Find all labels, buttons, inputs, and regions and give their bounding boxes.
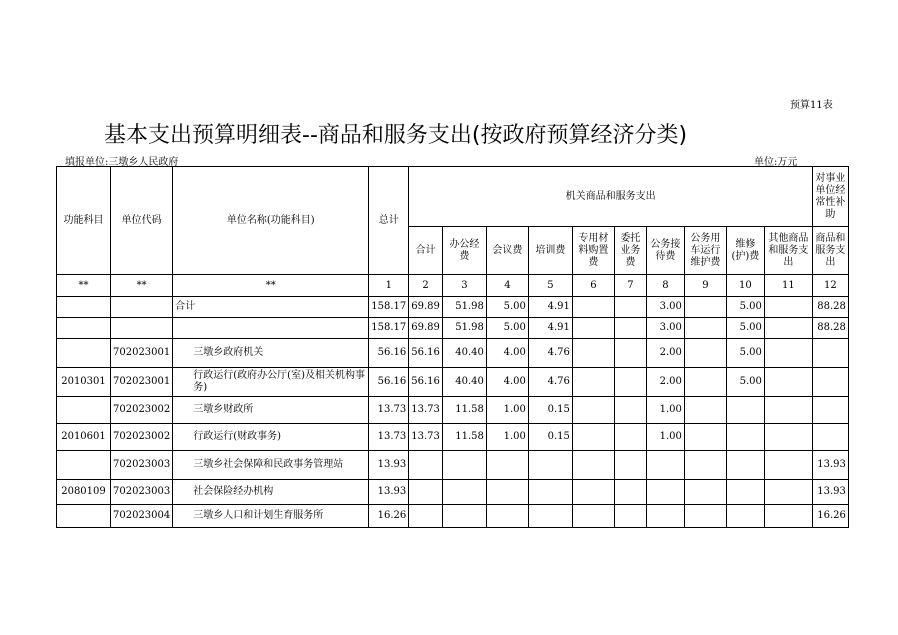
value-cell: 11.58	[442, 424, 486, 451]
unit-name-cell: 三墩乡政府机关	[173, 339, 369, 368]
value-cell	[572, 318, 614, 339]
value-cell	[528, 505, 572, 528]
value-cell	[572, 424, 614, 451]
value-cell	[572, 397, 614, 424]
unit-name-cell: 三墩乡社会保障和民政事务管理站	[173, 451, 369, 480]
value-cell	[528, 480, 572, 505]
value-cell: 4.00	[486, 368, 528, 397]
value-cell	[726, 451, 764, 480]
marker-cell: **	[173, 275, 369, 297]
column-number: 10	[726, 275, 764, 297]
unit-name-cell: 三墩乡财政所	[173, 397, 369, 424]
header-unit-code: 单位代码	[111, 167, 173, 275]
value-cell	[684, 505, 726, 528]
column-number: 12	[812, 275, 848, 297]
unit-name-cell: 行政运行(政府办公厅(室)及相关机构事务)	[173, 368, 369, 397]
value-cell: 5.00	[726, 339, 764, 368]
unit-code-cell: 702023001	[111, 368, 173, 397]
table-row	[57, 505, 849, 528]
func-subject-cell	[57, 451, 111, 480]
value-cell	[684, 480, 726, 505]
column-number: 7	[614, 275, 646, 297]
header-total: 总计	[369, 167, 409, 275]
unit-name-cell: 社会保险经办机构	[173, 480, 369, 505]
value-cell	[442, 505, 486, 528]
column-number: 3	[442, 275, 486, 297]
table-row	[57, 318, 849, 339]
header-group-subsidy: 对事业单位经常性补助	[812, 167, 848, 227]
value-cell	[646, 505, 684, 528]
value-cell	[684, 318, 726, 339]
value-cell: 51.98	[442, 318, 486, 339]
value-cell	[646, 451, 684, 480]
func-subject-cell	[57, 318, 111, 339]
value-cell: 0.15	[528, 397, 572, 424]
value-cell: 13.73	[369, 397, 409, 424]
value-cell	[528, 451, 572, 480]
unit-code-cell	[111, 318, 173, 339]
value-cell	[442, 451, 486, 480]
value-cell	[614, 480, 646, 505]
func-subject-cell: 2010301	[57, 368, 111, 397]
value-cell: 13.73	[409, 397, 443, 424]
column-number: 6	[572, 275, 614, 297]
marker-cell: **	[57, 275, 111, 297]
filer-unit: 填报单位:三墩乡人民政府	[65, 157, 179, 168]
value-cell: 56.16	[409, 339, 443, 368]
value-cell: 13.93	[812, 451, 848, 480]
value-cell	[684, 339, 726, 368]
value-cell	[684, 368, 726, 397]
value-cell	[812, 339, 848, 368]
value-cell	[726, 505, 764, 528]
unit-code-cell: 702023002	[111, 397, 173, 424]
value-cell	[812, 424, 848, 451]
func-subject-cell: 2010601	[57, 424, 111, 451]
header-sub: 委托业务费	[614, 227, 646, 275]
value-cell: 13.73	[369, 424, 409, 451]
header-sub: 商品和服务支出	[812, 227, 848, 275]
value-cell	[614, 505, 646, 528]
value-cell	[409, 505, 443, 528]
value-cell	[684, 297, 726, 318]
value-cell: 0.15	[528, 424, 572, 451]
value-cell: 5.00	[486, 318, 528, 339]
value-cell: 4.76	[528, 368, 572, 397]
value-cell: 158.17	[369, 318, 409, 339]
func-subject-cell	[57, 505, 111, 528]
value-cell: 158.17	[369, 297, 409, 318]
value-cell	[409, 480, 443, 505]
header-sub: 合计	[409, 227, 443, 275]
value-cell	[572, 451, 614, 480]
value-cell	[812, 368, 848, 397]
value-cell	[614, 424, 646, 451]
value-cell	[764, 297, 812, 318]
value-cell: 4.00	[486, 339, 528, 368]
value-cell	[409, 451, 443, 480]
func-subject-cell	[57, 339, 111, 368]
value-cell: 5.00	[486, 297, 528, 318]
value-cell	[764, 397, 812, 424]
value-cell: 40.40	[442, 368, 486, 397]
value-cell: 16.26	[369, 505, 409, 528]
unit-code-cell: 702023004	[111, 505, 173, 528]
value-cell	[614, 451, 646, 480]
value-cell	[764, 318, 812, 339]
value-cell	[764, 339, 812, 368]
func-subject-cell: 2080109	[57, 480, 111, 505]
value-cell: 4.76	[528, 339, 572, 368]
value-cell: 16.26	[812, 505, 848, 528]
unit-code-cell: 702023003	[111, 451, 173, 480]
value-cell: 51.98	[442, 297, 486, 318]
column-number: 5	[528, 275, 572, 297]
value-cell	[764, 368, 812, 397]
value-cell: 1.00	[646, 424, 684, 451]
value-cell	[486, 505, 528, 528]
value-cell: 1.00	[486, 397, 528, 424]
value-cell: 13.93	[369, 480, 409, 505]
value-cell	[572, 505, 614, 528]
value-cell	[726, 397, 764, 424]
column-number: 8	[646, 275, 684, 297]
value-cell: 2.00	[646, 339, 684, 368]
value-cell	[572, 339, 614, 368]
unit-code-cell: 702023002	[111, 424, 173, 451]
table-row	[57, 424, 849, 451]
value-cell	[572, 297, 614, 318]
column-number: 4	[486, 275, 528, 297]
unit-code-cell: 702023003	[111, 480, 173, 505]
header-sub: 专用材料购置费	[572, 227, 614, 275]
value-cell: 40.40	[442, 339, 486, 368]
func-subject-cell	[57, 297, 111, 318]
unit-code-cell: 702023001	[111, 339, 173, 368]
value-cell	[684, 397, 726, 424]
value-cell	[684, 424, 726, 451]
func-subject-cell	[57, 397, 111, 424]
value-cell	[614, 368, 646, 397]
table-row	[57, 480, 849, 505]
unit-name-cell	[173, 318, 369, 339]
value-cell: 5.00	[726, 318, 764, 339]
column-number: 1	[369, 275, 409, 297]
value-cell: 13.73	[409, 424, 443, 451]
header-sub: 公务用车运行维护费	[684, 227, 726, 275]
header-sub: 公务接待费	[646, 227, 684, 275]
value-cell	[812, 397, 848, 424]
column-number: 11	[764, 275, 812, 297]
header-group-main: 机关商品和服务支出	[409, 167, 813, 227]
column-number: 9	[684, 275, 726, 297]
value-cell	[614, 297, 646, 318]
value-cell	[726, 480, 764, 505]
table-row	[57, 339, 849, 368]
value-cell	[486, 451, 528, 480]
value-cell	[614, 318, 646, 339]
value-cell: 69.89	[409, 318, 443, 339]
value-cell	[764, 505, 812, 528]
value-cell	[764, 451, 812, 480]
value-cell: 88.28	[812, 318, 848, 339]
value-cell	[646, 480, 684, 505]
unit-name-cell: 三墩乡人口和计划生育服务所	[173, 505, 369, 528]
currency-unit: 单位:万元	[754, 157, 798, 168]
value-cell: 4.91	[528, 318, 572, 339]
value-cell: 5.00	[726, 368, 764, 397]
value-cell: 3.00	[646, 318, 684, 339]
table-row	[57, 397, 849, 424]
header-sub: 维修(护)费	[726, 227, 764, 275]
value-cell: 56.16	[369, 339, 409, 368]
header-sub: 办公经费	[442, 227, 486, 275]
value-cell: 2.00	[646, 368, 684, 397]
value-cell	[764, 480, 812, 505]
value-cell	[684, 451, 726, 480]
value-cell: 5.00	[726, 297, 764, 318]
value-cell	[442, 480, 486, 505]
unit-name-cell: 行政运行(财政事务)	[173, 424, 369, 451]
value-cell: 13.93	[369, 451, 409, 480]
unit-name-cell: 合计	[173, 297, 369, 318]
value-cell: 69.89	[409, 297, 443, 318]
value-cell: 88.28	[812, 297, 848, 318]
header-sub: 会议费	[486, 227, 528, 275]
page-title: 基本支出预算明细表--商品和服务支出(按政府预算经济分类)	[104, 123, 688, 148]
value-cell	[614, 339, 646, 368]
marker-cell: **	[111, 275, 173, 297]
budget-table	[56, 166, 849, 528]
value-cell	[764, 424, 812, 451]
table-row	[57, 451, 849, 480]
value-cell: 4.91	[528, 297, 572, 318]
header-func-subject: 功能科目	[57, 167, 111, 275]
unit-code-cell	[111, 297, 173, 318]
value-cell: 1.00	[646, 397, 684, 424]
value-cell: 56.16	[409, 368, 443, 397]
value-cell	[572, 480, 614, 505]
value-cell: 11.58	[442, 397, 486, 424]
value-cell: 13.93	[812, 480, 848, 505]
value-cell	[614, 397, 646, 424]
table-row	[57, 368, 849, 397]
table-row	[57, 297, 849, 318]
value-cell: 1.00	[486, 424, 528, 451]
value-cell: 56.16	[369, 368, 409, 397]
value-cell	[486, 480, 528, 505]
value-cell	[572, 368, 614, 397]
value-cell	[726, 424, 764, 451]
column-number: 2	[409, 275, 443, 297]
form-number: 预算11表	[790, 100, 833, 111]
header-sub: 其他商品和服务支出	[764, 227, 812, 275]
header-unit-name: 单位名称(功能科目)	[173, 167, 369, 275]
header-sub: 培训费	[528, 227, 572, 275]
value-cell: 3.00	[646, 297, 684, 318]
